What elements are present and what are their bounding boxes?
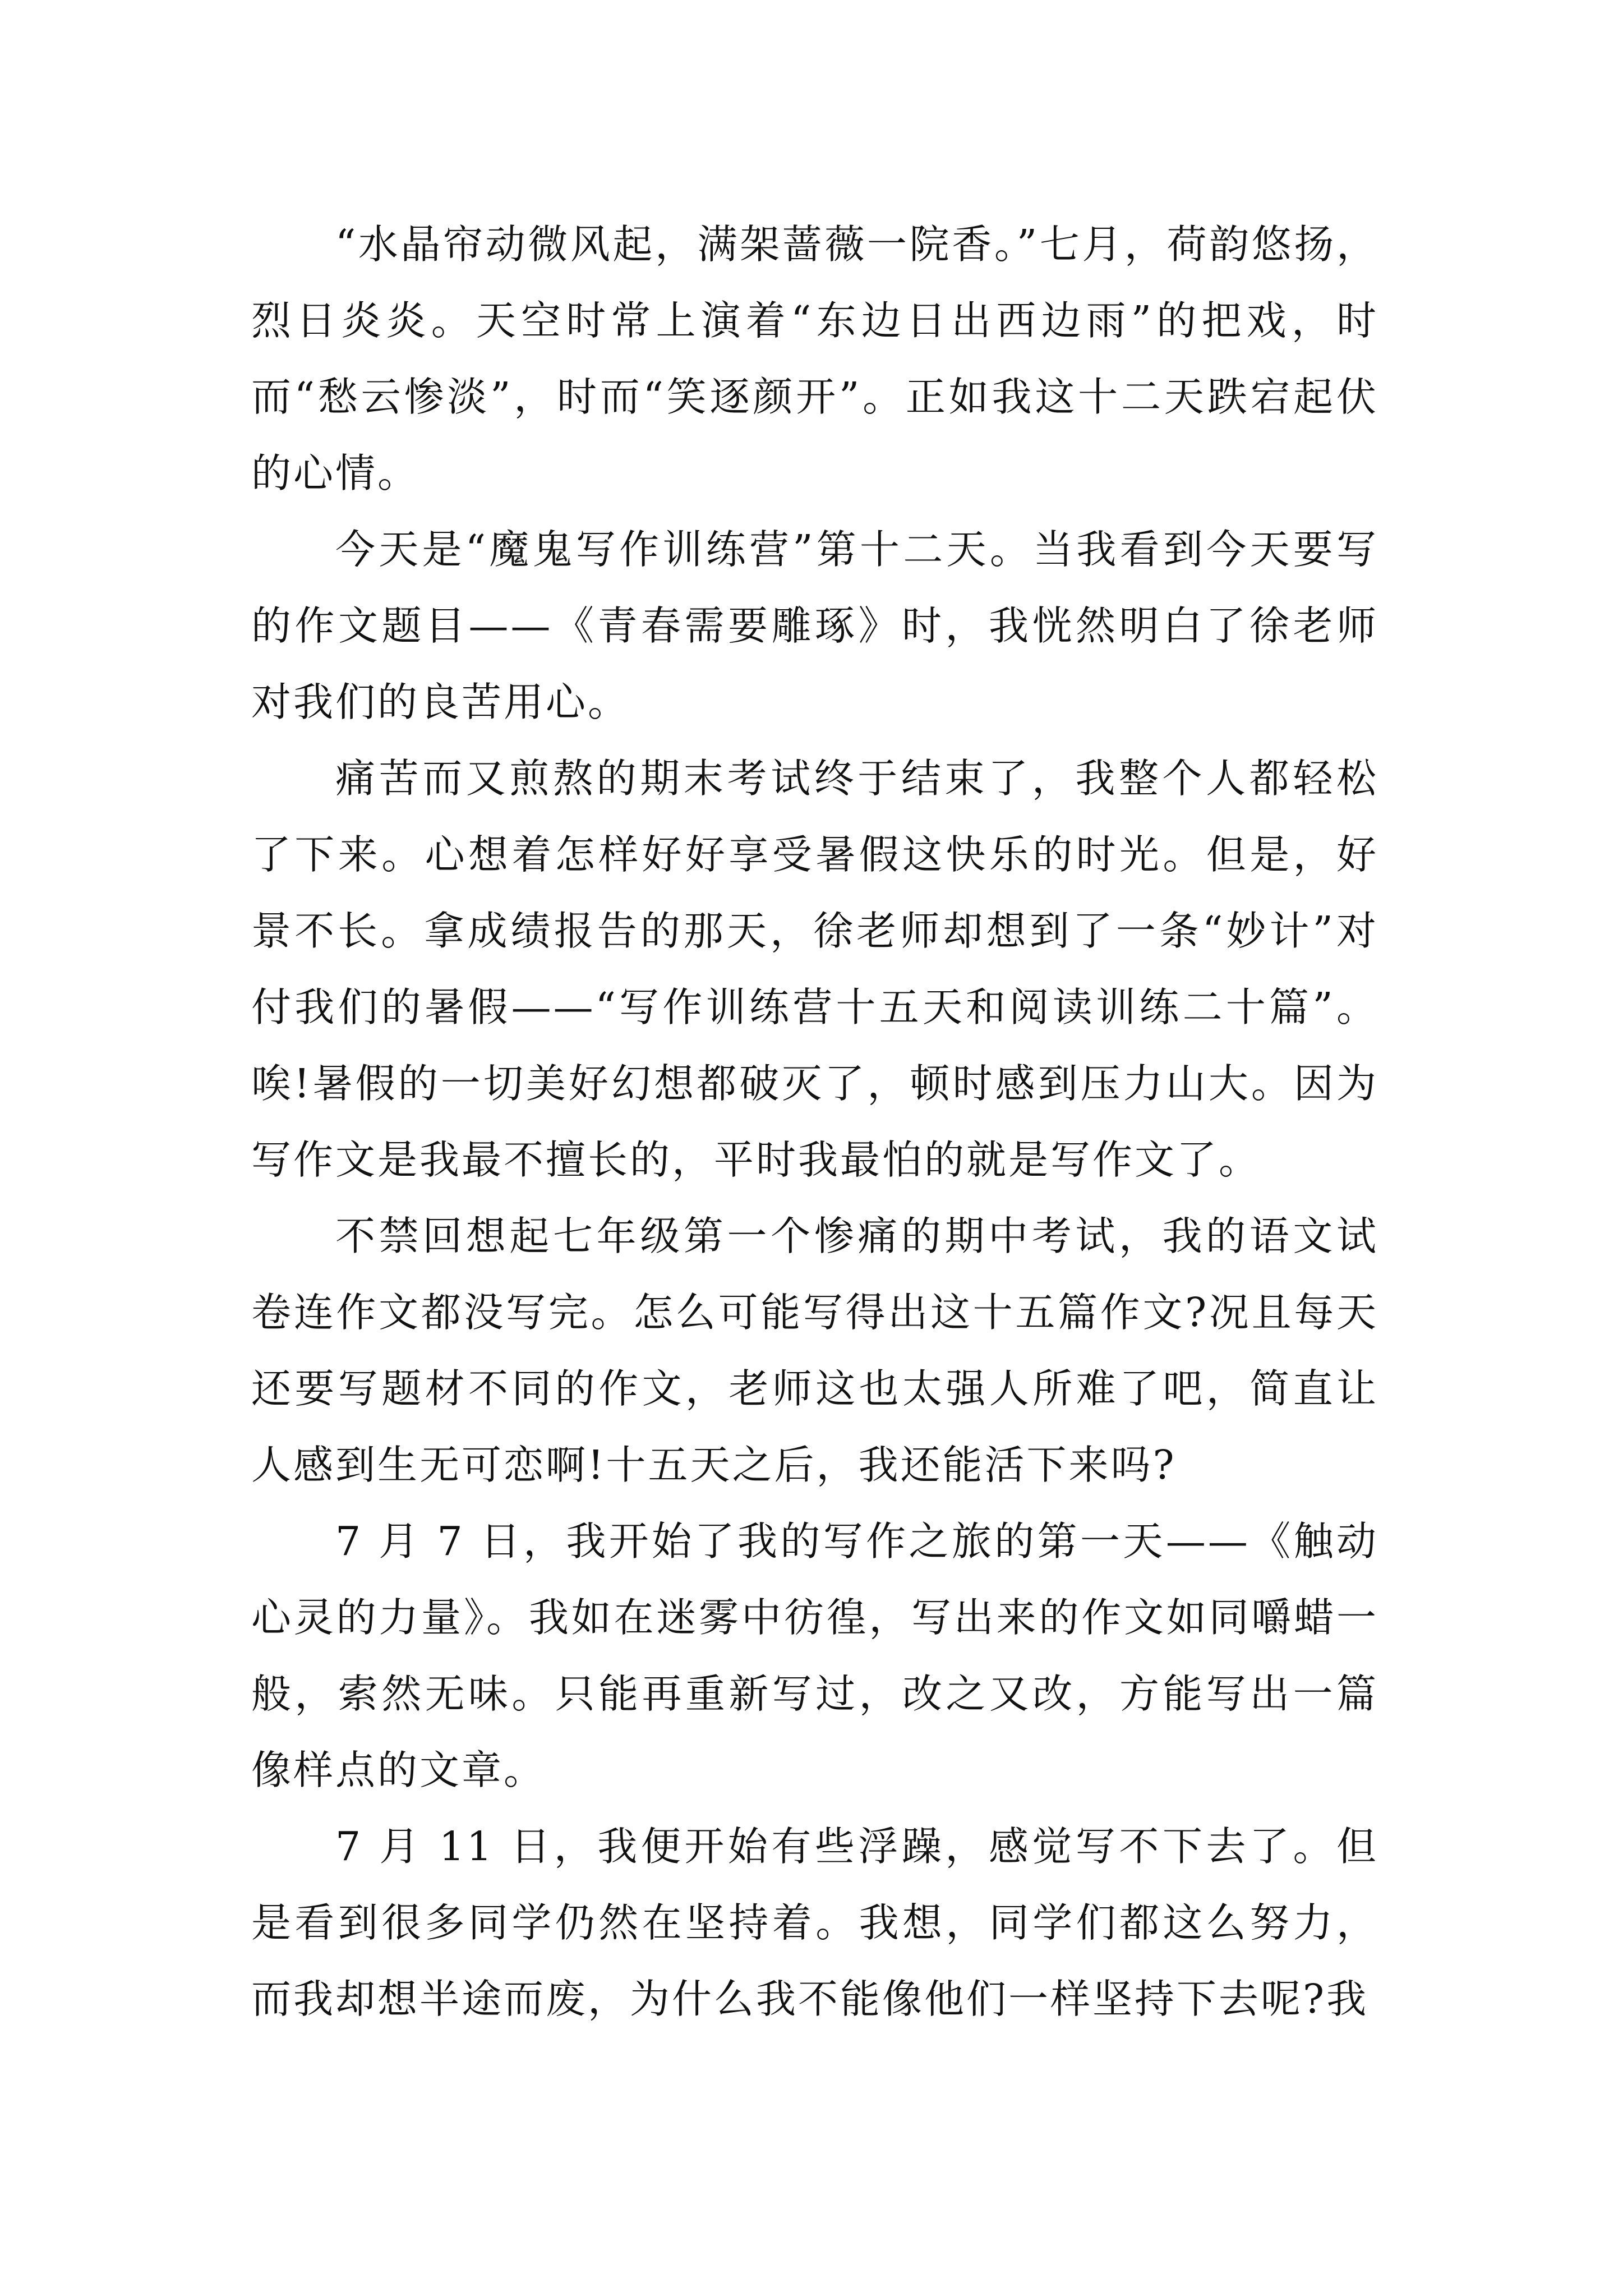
paragraph-3: 痛苦而又煎熬的期末考试终于结束了，我整个人都轻松了下来。心想着怎样好好享受暑假这快乐的时光。但是，好景不长。拿成绩报告的那天，徐老师却想到了一条“妙计”对付我们的暑假——“写作训练营十五天和阅读训练二十篇”。唉!暑假的一切美好幻想都破灭了，顿时感到压力山大。因为写作文是我最不擅长的，平时我最怕的就是写作文了。 [251, 755, 1378, 1183]
paragraph-5: 7 月 7 日，我开始了我的写作之旅的第一天——《触动心灵的力量》。我如在迷雾中彷徨，写出来的作文如同嚼蜡一般，索然无味。只能再重新写过，改之又改，方能写出一篇像样点的文章。 [251, 1518, 1378, 1793]
paragraph-1: “水晶帘动微风起，满架蔷薇一院香。”七月，荷韵悠扬，烈日炎炎。天空时常上演着“东边日出西边雨”的把戏，时而“愁云惨淡”，时而“笑逐颜开”。正如我这十二天跌宕起伏的心情。 [251, 221, 1378, 496]
paragraph-4: 不禁回想起七年级第一个惨痛的期中考试，我的语文试卷连作文都没写完。怎么可能写得出这十五篇作文?况且每天还要写题材不同的作文，老师这也太强人所难了吧，简直让人感到生无可恋啊!十五天之后，我还能活下来吗? [251, 1213, 1378, 1488]
essay-body [251, 206, 1378, 2037]
paragraph-6: 7 月 11 日，我便开始有些浮躁，感觉写不下去了。但是看到很多同学仍然在坚持着。我想，同学们都这么努力，而我却想半途而废，为什么我不能像他们一样坚持下去呢?我 [251, 1823, 1378, 2022]
paragraph-2: 今天是“魔鬼写作训练营”第十二天。当我看到今天要写的作文题目——《青春需要雕琢》时，我恍然明白了徐老师对我们的良苦用心。 [251, 526, 1378, 725]
